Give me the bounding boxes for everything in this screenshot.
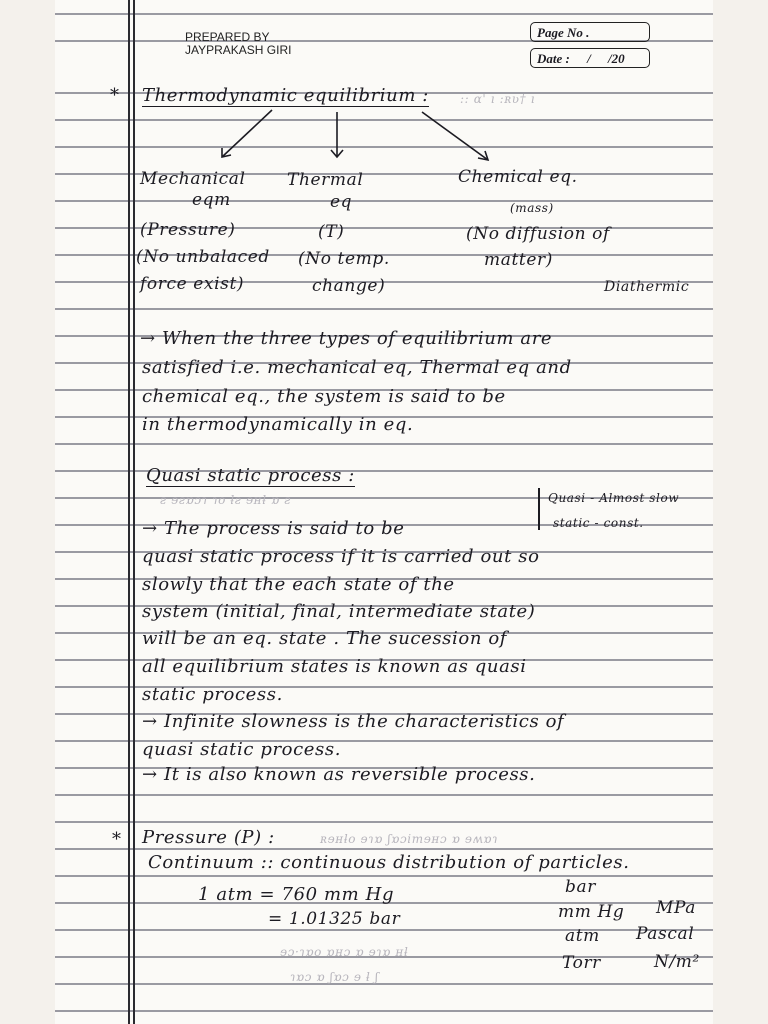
bleed-text-4: ɘɔ·ɿɒo ɒʜɔ ɒ ɘɿɒ ʜƚ [280,945,409,959]
unit-pascal: Pascal [636,924,695,944]
quasi-line-6: all equilibrium states is known as quasi [142,656,527,677]
pressure-title: Pressure (P) : [142,827,275,848]
pressure-bullet: * [112,829,122,850]
quasi-line-9: quasi static process. [142,739,342,760]
bleed-text: :: ɑ' ı :ʀʋ† ı [460,92,536,106]
arrow-to-mechanical [222,110,272,157]
unit-torr: Torr [562,953,601,973]
quasi-line-7: static process. [142,684,283,705]
mechanical-desc1: (No unbalaced [136,247,270,267]
side-note-divider [538,488,540,530]
mechanical-param: (Pressure) [140,220,236,240]
quasi-line-1: → The process is said to be [142,518,405,539]
chemical-sub: (mass) [510,201,554,215]
mechanical-desc2: force exist) [140,274,245,294]
quasi-title: Quasi static process : [146,465,355,486]
thermo-title: Thermodynamic equilibrium : [142,85,429,106]
page-no-label: Page No . [537,25,590,40]
thermal-sub: eq [330,192,353,212]
arrow-to-chemical [422,112,488,160]
thermo-bullet: * [110,85,120,106]
unit-atm: atm [565,926,600,946]
date-label: Date : [537,51,570,66]
unit-mmhg: mm Hg [558,902,625,922]
quasi-line-2: quasi static process if it is carried out so [142,546,540,567]
quasi-line-8: → Infinite slowness is the characteristics of [142,711,565,732]
thermo-para-line-2: satisfied i.e. mechanical eq, Thermal eq and [142,357,572,378]
quasi-side-note-2: static - const. [553,516,644,530]
bleed-text-5: ɿɒɔ ɒ ʃɒɔ ɘ ƚ ʃ [290,970,379,984]
bleed-text-2: ƨ ɘƨɒɔɿ ɿo ƚƨ ɘʜƚ ɒ ƨ [160,493,292,507]
quasi-line-5: will be an eq. state . The sucession of [142,628,508,649]
diathermic-note: Diathermic [604,279,690,295]
unit-mpa: MPa [656,898,697,918]
quasi-line-10: → It is also known as reversible process. [142,764,536,785]
unit-nm2: N/m² [654,952,700,972]
thermo-para-line-4: in thermodynamically in eq. [142,414,414,435]
prepared-by-label: PREPARED BY [185,30,270,44]
thermal-param: (T) [318,222,345,242]
bleed-text-3: ʀɘʜƚo ɘɿɒ ʃɒɔimɘʜɔ ɒ ɘʍɒɿ [320,832,499,846]
thermo-para-line-3: chemical eq., the system is said to be [142,386,506,407]
bar-equation: = 1.01325 bar [268,909,401,929]
continuum-line: Continuum :: continuous distribution of particles. [148,852,630,873]
chemical-desc1: (No diffusion of [466,224,610,244]
date-separator: / [587,51,591,66]
atm-equation: 1 atm = 760 mm Hg [198,884,395,905]
mechanical-name: Mechanical [140,169,246,189]
quasi-line-3: slowly that the each state of the [142,574,455,595]
thermo-para-line-1: → When the three types of equilibrium are [140,328,553,349]
chemical-name: Chemical eq. [458,167,578,187]
thermal-desc1: (No temp. [298,249,390,269]
author-name: JAYPRAKASH GIRI [185,43,292,57]
quasi-line-4: system (initial, final, intermediate state) [142,601,536,622]
date-year: /20 [607,51,625,66]
thermal-name: Thermal [287,170,364,190]
quasi-side-note-1: Quasi - Almost slow [548,491,680,505]
unit-bar: bar [565,877,596,897]
thermal-desc2: change) [312,276,386,296]
chemical-desc2: matter) [484,250,553,270]
mechanical-sub: eqm [192,190,231,210]
